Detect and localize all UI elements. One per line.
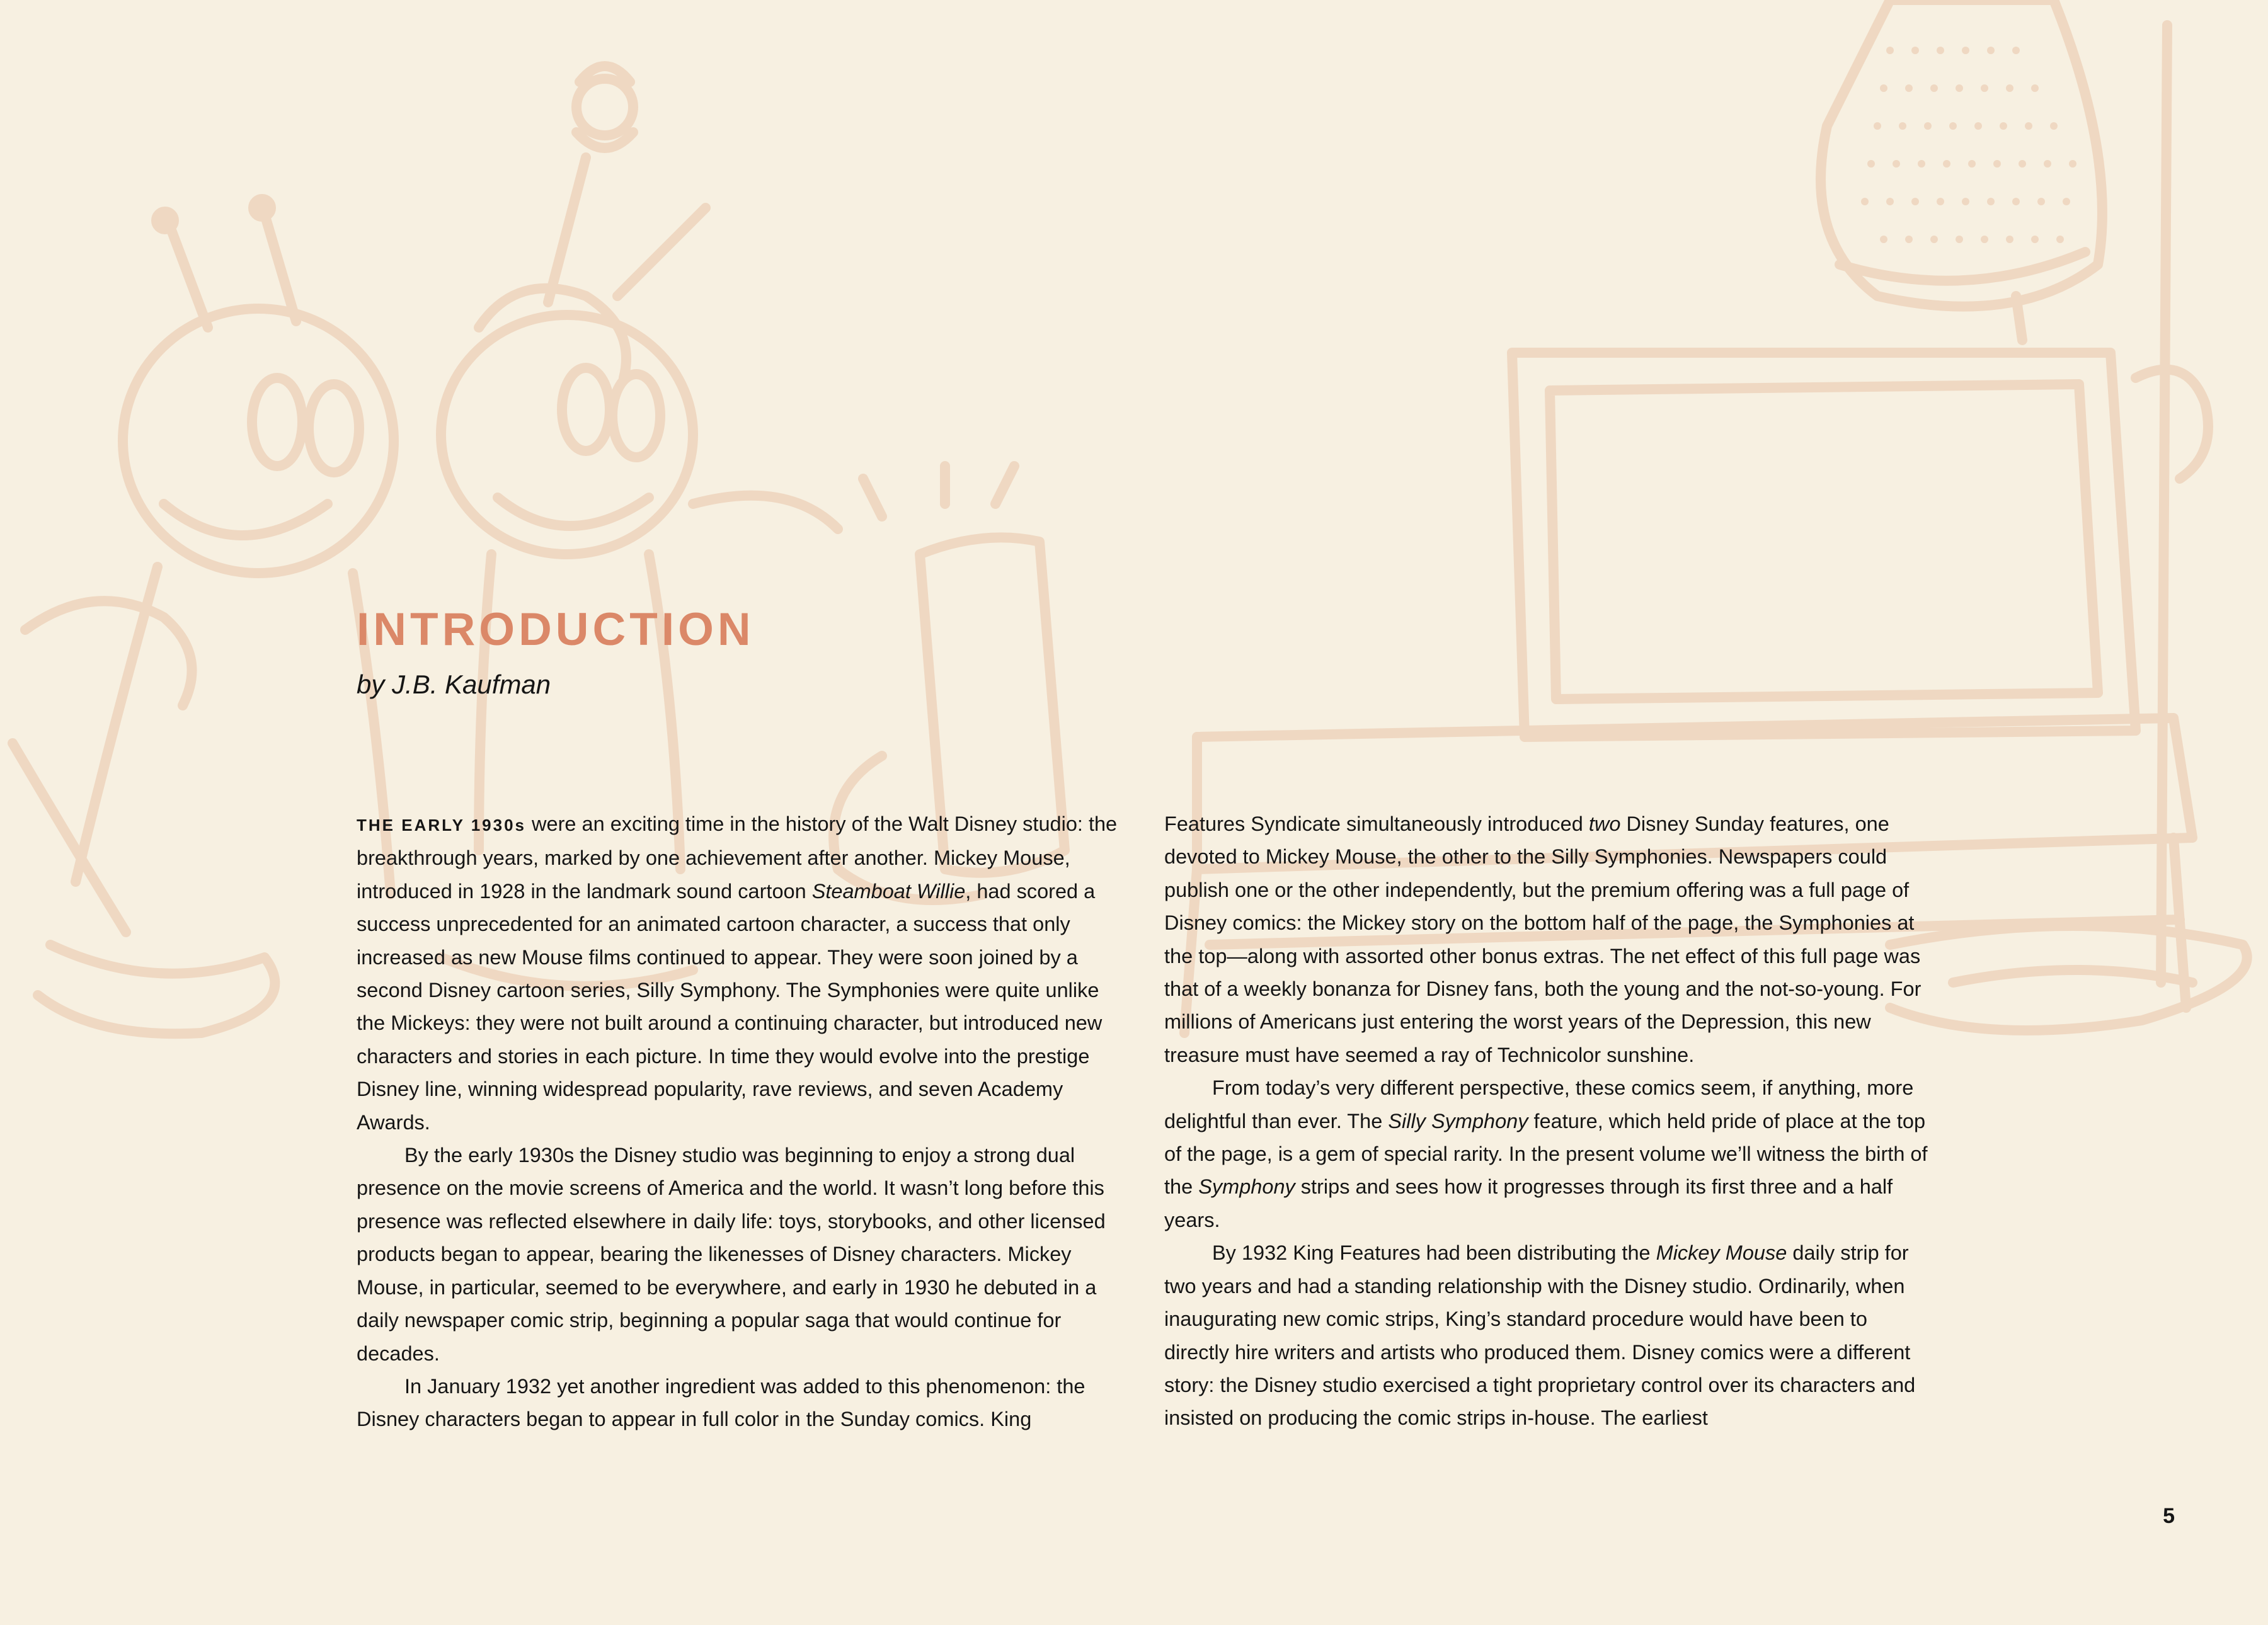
- text-run: feature, which held pride of place at the top of the page, is a gem of special rarity. In the present volume we’ll witness the birth of the: [1164, 1109, 1928, 1199]
- text-run: From today’s very different perspective, these comics seem, if anything, more delightful than ever. The: [1164, 1076, 1914, 1132]
- lead-in: THE EARLY 1930s: [357, 816, 527, 835]
- text-run: strips and sees how it progresses through its first three and a half years.: [1164, 1175, 1893, 1231]
- paragraph: By the early 1930s the Disney studio was beginning to enjoy a strong dual presence on the movie screens of America and the world. It wasn’t long before this presence was reflected elsewhere in daily life: toys, storybooks, and other licensed products began to appear, bearing the likenesses of Disney characters. Mickey Mouse, in particular, seemed to be everywhere, and early in 1930 he debuted in a daily newspaper comic strip, beginning a popular saga that would continue for decades.: [357, 1144, 1106, 1365]
- cartoon-bug-left-icon: [13, 199, 394, 1034]
- text-run: Features Syndicate simultaneously introduced: [1164, 812, 1589, 835]
- paragraph: In January 1932 yet another ingredient was added to this phenomenon: the Disney characters began to appear in full color in the Sunday comics. King: [357, 1374, 1085, 1431]
- italic-title: Silly Symphony: [1388, 1109, 1528, 1132]
- paragraph: [1164, 1071, 1930, 1236]
- page-title: INTRODUCTION: [357, 604, 755, 655]
- text-column-right: [1164, 807, 1930, 1435]
- byline: by J.B. Kaufman: [357, 670, 551, 699]
- paragraph: [1164, 1236, 1930, 1434]
- italic-title: Steamboat Willie: [811, 879, 966, 903]
- italic-title: Mickey Mouse: [1656, 1241, 1787, 1265]
- text-run: , had scored a success unprecedented for an animated cartoon character, a success that only increased as new Mouse films continued to appear. They were soon joined by a second Disney cartoon series, Silly Symphony. The Symphonies were quite unlike the Mickeys: they were not built around a continuing character, but introduced new characters and stories in each picture. In time they would evolve into the prestige Disney line, winning widespread popularity, rave reviews, and seven Academy Awards.: [357, 879, 1102, 1134]
- paragraph: [357, 807, 1122, 1139]
- italic-title: Symphony: [1198, 1175, 1295, 1199]
- text-run: were an exciting time in the history of the Walt Disney studio: the breakthrough years, marked by one achievement after another. Mickey Mouse, introduced in 1928 in the landmark sound cartoon: [357, 812, 1118, 903]
- text-run: By 1932 King Features had been distributing the: [1212, 1241, 1656, 1265]
- text-run: Disney Sunday features, one devoted to Mickey Mouse, the other to the Silly Symphonies. Newspapers could publish one or the other independently, but the premium offering was a full page of Disney comics: the Mickey story on the bottom half of the page, the Symphonies at the top—along with assorted other bonus extras. The net effect of this full page was that of a weekly bonanza for Disney fans, both the young and the not-so-young. For millions of Americans just entering the worst years of the Depression, this new treasure must have seemed a ray of Technicolor sunshine.: [1164, 812, 1922, 1066]
- italic-emphasis: two: [1588, 812, 1621, 835]
- paragraph: [1164, 807, 1930, 1071]
- text-run: daily strip for two years and had a standing relationship with the Disney studio. Ordinarily, when inaugurating new comic strips, King’s standard procedure would have been to directly hire writers and artists who produced them. Disney comics were a different story: the Disney studio exercised a tight proprietary control over its characters and insisted on producing the comic strips in-house. The earliest: [1164, 1241, 1916, 1430]
- page-number: 5: [2163, 1504, 2175, 1528]
- text-column-left: [357, 807, 1122, 1436]
- lamp-shade-texture: [1861, 47, 2076, 243]
